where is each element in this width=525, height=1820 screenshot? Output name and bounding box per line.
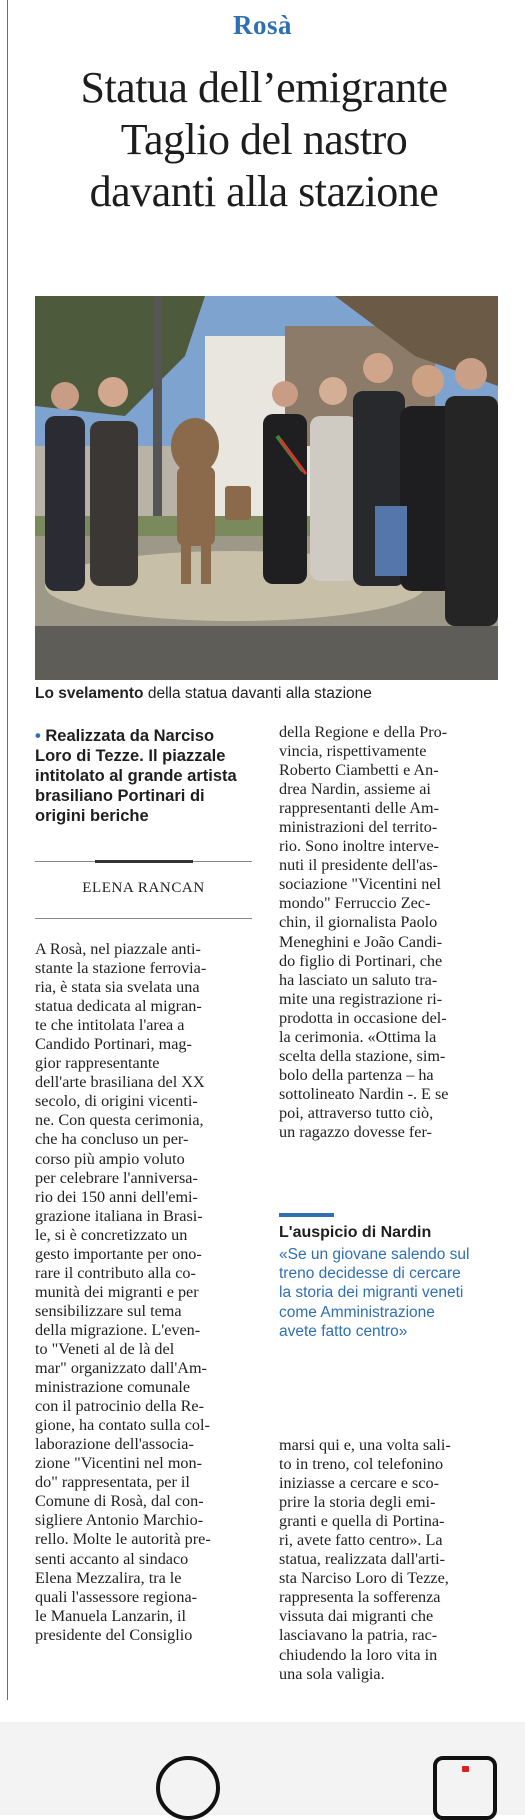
- body-text-line: dell'arte brasiliana del XX: [35, 1073, 205, 1092]
- body-text-line: rappresenta la sofferenza: [279, 1588, 441, 1607]
- body-text-line: sta Narciso Loro di Tezze,: [279, 1569, 449, 1588]
- body-text-line: rare il contributo alla co-: [35, 1263, 196, 1282]
- pull-quote-text: [279, 1245, 501, 1341]
- caption-rest: della statua davanti alla stazione: [143, 685, 372, 702]
- divider-bar: [95, 860, 193, 863]
- home-circle-icon[interactable]: [156, 1756, 220, 1820]
- body-text-line: gesto importante per ono-: [35, 1244, 202, 1263]
- body-text-line: Elena Mezzalira, tra le: [35, 1568, 182, 1587]
- body-text-line: Roberto Ciambetti e An-: [279, 761, 439, 780]
- lead-summary: [35, 726, 252, 826]
- body-text-line: ministrazioni del territo-: [279, 818, 438, 837]
- body-column-right-top: [279, 723, 498, 1142]
- lead-bullet: •: [35, 727, 41, 745]
- body-text-line: statua dedicata al migran-: [35, 997, 202, 1016]
- body-text-line: ministrazione comunale: [35, 1378, 191, 1397]
- body-text-line: le Manuela Lanzarin, il: [35, 1606, 187, 1625]
- body-text-line: te che intitolata l'area a: [35, 1016, 185, 1035]
- body-text-line: ria, è stata sia svelata una: [35, 978, 200, 997]
- body-text-line: ne. Con questa cerimonia,: [35, 1111, 204, 1130]
- author-byline: ELENA RANCAN: [82, 880, 205, 896]
- body-text-line: marsi qui e, una volta sali-: [279, 1436, 451, 1454]
- headline: [14, 62, 514, 218]
- body-text-line: senti accanto al sindaco: [35, 1549, 189, 1568]
- body-text-line: per celebrare l'anniversa-: [35, 1168, 198, 1187]
- body-text-line: mite una registrazione ri-: [279, 989, 443, 1008]
- body-text-line: sensibilizzare sul tema: [35, 1301, 182, 1320]
- body-text-line: grazione italiana in Brasi-: [35, 1206, 203, 1225]
- body-text-line: bolo della partenza – ha: [279, 1065, 434, 1084]
- lead-text: Realizzata da Narciso Loro di Tezze. Il piazzale intitolato al grande artista brasiliano Portinari di origini beriche: [35, 727, 237, 825]
- photo-illustration: [35, 296, 498, 680]
- body-text-line: scelta della stazione, sim-: [279, 1046, 446, 1065]
- body-text-line: lasciavano la patria, rac-: [279, 1626, 438, 1645]
- caption-bold: Lo svelamento: [35, 685, 144, 702]
- headline-line: Statua dell’emigrante: [80, 63, 448, 112]
- body-text-line: mar" organizzato dall'Am-: [35, 1359, 207, 1378]
- body-text-line: con il patrocinio della Re-: [35, 1397, 205, 1416]
- quote-line: avete fatto centro»: [279, 1322, 408, 1340]
- quote-line: la storia dei migranti veneti: [279, 1284, 464, 1302]
- headline-line: davanti alla stazione: [89, 167, 439, 216]
- body-text-line: munità dei migranti e per: [35, 1282, 199, 1301]
- body-text-line: ha lasciato un saluto tra-: [279, 970, 438, 989]
- recent-apps-icon[interactable]: [433, 1756, 497, 1820]
- body-text-line: prodotta in occasione del-: [279, 1008, 447, 1027]
- body-text-line: ri, avete fatto centro». La: [279, 1531, 443, 1550]
- body-text-line: stante la stazione ferrovia-: [35, 959, 207, 978]
- body-text-line: sociazione "Vicentini nel: [279, 875, 442, 894]
- body-text-line: che ha concluso un per-: [35, 1130, 189, 1149]
- page-edge-line: [7, 0, 8, 1700]
- body-text-line: sigliere Antonio Marchio-: [35, 1511, 204, 1530]
- divider-line: [35, 918, 252, 919]
- quote-line: come Amministrazione: [279, 1303, 435, 1321]
- body-text-line: secolo, di origini vicenti-: [35, 1092, 198, 1111]
- body-text-line: della Regione e della Pro-: [279, 723, 448, 741]
- photo-caption: [35, 685, 505, 703]
- body-text-line: drea Nardin, assieme ai: [279, 780, 431, 799]
- body-text-line: presidente del Consiglio: [35, 1625, 193, 1644]
- body-text-line: rio. Sono inoltre interve-: [279, 837, 440, 856]
- body-text-line: mondo" Ferruccio Zec-: [279, 894, 431, 913]
- body-text-line: iniziasse a cercare e sco-: [279, 1474, 439, 1493]
- body-text-line: statua, realizzata dall'arti-: [279, 1550, 446, 1569]
- body-text-line: vissuta dai migranti che: [279, 1607, 434, 1626]
- body-text-line: un ragazzo dovesse fer-: [279, 1122, 432, 1141]
- body-text-line: nuti il presidente dell'as-: [279, 856, 438, 875]
- body-text-line: chin, il giornalista Paolo: [279, 913, 438, 932]
- quote-line: treno decidesse di cercare: [279, 1265, 461, 1283]
- body-text-line: Comune di Rosà, dal con-: [35, 1492, 204, 1511]
- body-text-line: rio dei 150 anni dell'emi-: [35, 1187, 198, 1206]
- notification-dot: [462, 1766, 469, 1772]
- body-text-line: Candido Portinari, mag-: [35, 1035, 192, 1054]
- body-text-line: poi, attraverso tutto ciò,: [279, 1103, 434, 1122]
- body-column-left: [35, 940, 252, 1645]
- body-text-line: una sola valigia.: [279, 1664, 385, 1683]
- body-text-line: vincia, rispettivamente: [279, 742, 427, 761]
- body-text-line: rello. Molte le autorità pre-: [35, 1530, 211, 1549]
- body-text-line: to in treno, col telefonino: [279, 1455, 444, 1474]
- body-text-line: to "Veneti al de là del: [35, 1339, 175, 1358]
- body-text-line: la cerimonia. «Ottima la: [279, 1027, 437, 1046]
- quote-line: «Se un giovane salendo sul: [279, 1246, 470, 1263]
- body-column-right-bottom: [279, 1436, 498, 1684]
- pull-quote-title: L'auspicio di Nardin: [279, 1224, 432, 1241]
- article-photo: [35, 296, 498, 680]
- body-text-line: Meneghini e João Candi-: [279, 932, 443, 951]
- body-text-line: della migrazione. L'even-: [35, 1320, 201, 1339]
- body-text-line: rappresentanti delle Am-: [279, 799, 440, 818]
- section-title: Rosà: [232, 10, 292, 40]
- body-text-line: sottolineato Nardin -. E se: [279, 1084, 449, 1103]
- body-text-line: gione, ha contato sulla col-: [35, 1416, 210, 1435]
- body-text-line: do" rappresentata, per il: [35, 1473, 190, 1492]
- body-text-line: do figlio di Portinari, che: [279, 951, 443, 970]
- quote-accent-bar: [279, 1213, 334, 1217]
- body-text-line: le, si è concretizzato un: [35, 1225, 188, 1244]
- body-text-line: gior rappresentante: [35, 1054, 160, 1073]
- body-text-line: corso più ampio voluto: [35, 1149, 185, 1168]
- body-text-line: A Rosà, nel piazzale anti-: [35, 940, 201, 958]
- body-text-line: quali l'assessore regiona-: [35, 1587, 198, 1606]
- headline-line: Taglio del nastro: [120, 115, 408, 164]
- body-text-line: prire la storia degli emi-: [279, 1493, 436, 1512]
- body-text-line: zione "Vicentini nel mon-: [35, 1454, 203, 1473]
- body-text-line: chiudendo la loro vita in: [279, 1645, 438, 1664]
- body-text-line: granti e quella di Portina-: [279, 1512, 445, 1531]
- body-text-line: laborazione dell'associa-: [35, 1435, 194, 1454]
